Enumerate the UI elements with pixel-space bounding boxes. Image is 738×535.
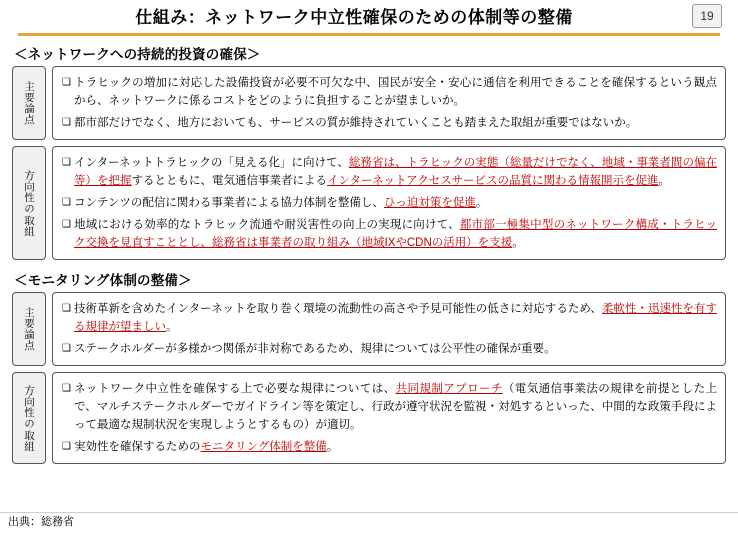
bullet-text <box>74 114 717 132</box>
text-run: 。 <box>658 175 671 187</box>
bullet-marker-icon: ❑ <box>62 157 71 168</box>
block-label-tab <box>12 292 46 366</box>
block-label-primary: 取組 <box>23 214 35 237</box>
section-heading: ＜モニタリング体制の整備＞ <box>14 273 192 288</box>
bullet-marker-icon: ❑ <box>62 441 71 452</box>
text-run: 実効性を確保するための <box>74 441 201 453</box>
bullet-marker-icon: ❑ <box>62 303 71 314</box>
bullet-text <box>74 216 717 252</box>
text-run: 。 <box>512 237 524 249</box>
content-block <box>12 66 726 140</box>
bullet-text <box>74 194 717 212</box>
text-run: 。 <box>475 197 488 209</box>
bullet-marker-icon: ❑ <box>62 343 71 354</box>
bullet-item <box>62 74 717 110</box>
bullet-marker-icon: ❑ <box>62 77 71 88</box>
bullet-item <box>62 380 717 434</box>
bullet-text <box>74 340 717 358</box>
block-label-secondary: 方向性の <box>23 384 35 429</box>
text-run: 技術革新を含めたインターネットを取り巻く環境の流動性の高さや予見可能性の低さに対応するため、 <box>74 303 602 315</box>
bullet-item <box>62 438 717 456</box>
bullet-item <box>62 154 717 190</box>
bullet-text <box>74 74 717 110</box>
bullet-text <box>74 154 717 190</box>
block-label-tab <box>12 146 46 260</box>
title-bar <box>10 6 728 34</box>
text-run-highlight: インターネットアクセスサービスの品質に関わる情報開示を促進 <box>327 175 659 187</box>
source-note: 出典：総務省 <box>8 516 74 528</box>
text-run: トラヒックの増加に対応した設備投資が必要不可欠な中、国民が安全・安心に通信を利用できることを確保するという観点から、ネットワークに係るコストをどのように負担することが望ましいか。 <box>74 77 717 107</box>
block-label-primary: 取組 <box>23 429 35 452</box>
text-run-highlight: 共同規制アプローチ <box>395 383 503 395</box>
block-label-primary: 主要論点 <box>23 81 35 125</box>
footer-divider <box>0 512 738 513</box>
text-run: するとともに、電気通信事業者による <box>131 175 327 187</box>
text-run: ステークホルダーが多様かつ関係が非対称であるため、規律については公平性の確保が重要。 <box>74 343 556 355</box>
content-block <box>12 146 726 260</box>
bullet-marker-icon: ❑ <box>62 219 71 230</box>
block-label-tab <box>12 66 46 140</box>
text-run-highlight: モニタリング体制を整備 <box>200 441 327 453</box>
slide-page <box>0 6 738 535</box>
title-divider <box>18 33 720 36</box>
text-run: インターネットトラヒックの「見える化」に向けて、 <box>74 157 349 169</box>
section-heading: ＜ネットワークへの持続的投資の確保＞ <box>14 47 261 62</box>
bullet-marker-icon: ❑ <box>62 197 71 208</box>
text-run-highlight: ひっ迫対策を促進 <box>383 197 476 209</box>
bullet-marker-icon: ❑ <box>62 117 71 128</box>
block-label-tab <box>12 372 46 464</box>
text-run: 地域における効率的なトラヒック流通や耐災害性の向上の実現に向けて、 <box>74 219 460 231</box>
text-run: 。 <box>326 441 339 453</box>
page-number-badge: 19 <box>692 4 722 28</box>
block-body <box>52 66 726 140</box>
block-label-primary: 主要論点 <box>23 307 35 351</box>
bullet-item <box>62 300 717 336</box>
text-run: ネットワーク中立性を確保する上で必要な規律については、 <box>74 383 396 395</box>
content-block <box>12 372 726 464</box>
bullet-item <box>62 340 717 358</box>
slide-content <box>10 43 728 464</box>
bullet-item <box>62 194 717 212</box>
block-label-secondary: 方向性の <box>23 169 35 214</box>
text-run-highlight: 総務省は、トラヒックの実態（総量だけでなく、地域・事業者間の偏在等）を把握 <box>74 157 717 187</box>
text-run-highlight: 都市部一極集中型のネットワーク構成・トラヒック交換を見直すこととし、総務省は事業者の取り組み（地域IXやCDNの活用）を支援 <box>74 219 718 249</box>
bullet-text <box>74 380 717 434</box>
bullet-marker-icon: ❑ <box>62 383 71 394</box>
block-body <box>52 292 726 366</box>
text-run: 。 <box>166 321 178 333</box>
bullet-item <box>62 216 717 252</box>
block-body <box>52 146 726 260</box>
text-run: 都市部だけでなく、地方においても、サービスの質が維持されていくことも踏まえた取組が重要ではないか。 <box>74 117 638 129</box>
text-run: （電気通信事業法の規律を前提とした上で、マルチステークホルダーでガイドライン等を策定し、行政が遵守状況を監視・対処するといった、中間的な政策手段によって最適な規制状況を実現しようとするもの）が適切。 <box>74 383 717 431</box>
bullet-item <box>62 114 717 132</box>
text-run: コンテンツの配信に関わる事業者による協力体制を整備し、 <box>74 197 384 209</box>
page-title: 仕組み：ネットワーク中立性確保のための体制等の整備 <box>135 8 573 27</box>
bullet-text <box>74 300 717 336</box>
content-block <box>12 292 726 366</box>
text-run-highlight: 柔軟性・迅速性を有する規律が望ましい <box>74 303 718 333</box>
block-body <box>52 372 726 464</box>
bullet-text <box>74 438 717 456</box>
